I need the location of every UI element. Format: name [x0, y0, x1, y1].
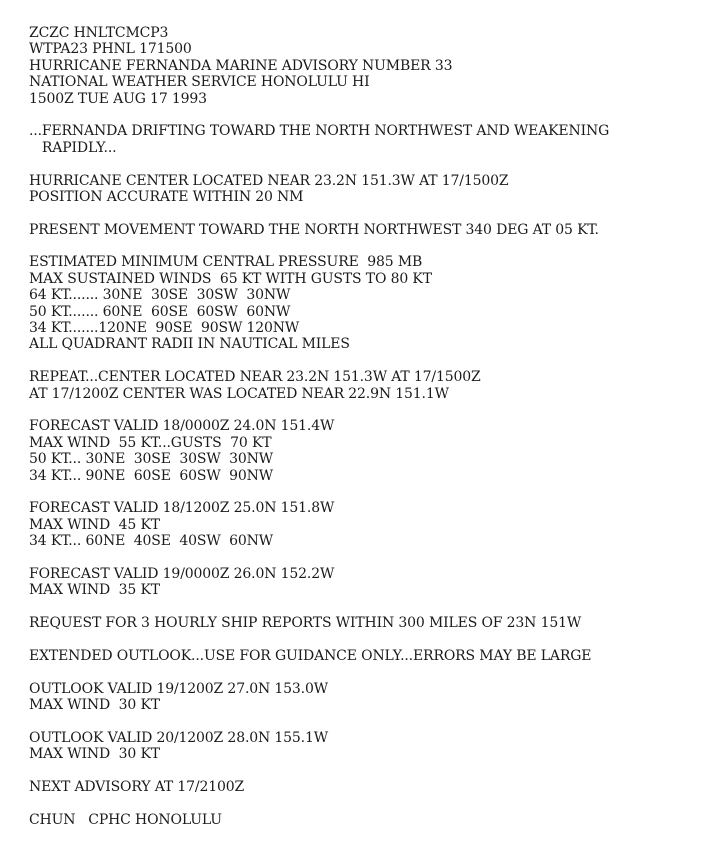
advisory-line: ...FERNANDA DRIFTING TOWARD THE NORTH NORTHWEST AND WEAKENING: [29, 123, 610, 140]
blank-line: [29, 205, 699, 221]
advisory-line: REPEAT...CENTER LOCATED NEAR 23.2N 151.3W AT 17/1500Z: [29, 369, 481, 386]
advisory-line: REQUEST FOR 3 HOURLY SHIP REPORTS WITHIN 300 MILES OF 23N 151W: [29, 615, 582, 632]
blank-line: [29, 156, 699, 172]
blank-line: [29, 353, 699, 369]
blank-line: [29, 664, 699, 680]
advisory-line: FORECAST VALID 18/1200Z 25.0N 151.8W: [29, 500, 335, 517]
advisory-line: EXTENDED OUTLOOK...USE FOR GUIDANCE ONLY...ERRORS MAY BE LARGE: [29, 647, 592, 664]
advisory-line: NATIONAL WEATHER SERVICE HONOLULU HI: [29, 74, 370, 91]
blank-line: [29, 484, 699, 500]
advisory-line: AT 17/1200Z CENTER WAS LOCATED NEAR 22.9N 151.1W: [29, 385, 449, 402]
advisory-line: CHUN CPHC HONOLULU: [29, 811, 222, 828]
advisory-line: OUTLOOK VALID 19/1200Z 27.0N 153.0W: [29, 680, 328, 697]
advisory-line: NEXT ADVISORY AT 17/2100Z: [29, 778, 245, 795]
advisory-line: 34 KT... 90NE 60SE 60SW 90NW: [29, 467, 274, 484]
advisory-line: HURRICANE CENTER LOCATED NEAR 23.2N 151.3W AT 17/1500Z: [29, 172, 509, 189]
advisory-line: PRESENT MOVEMENT TOWARD THE NORTH NORTHWEST 340 DEG AT 05 KT.: [29, 221, 599, 238]
advisory-line: 34 KT.......120NE 90SE 90SW 120NW: [29, 320, 300, 337]
advisory-line: ESTIMATED MINIMUM CENTRAL PRESSURE 985 MB: [29, 254, 423, 271]
blank-line: [29, 763, 699, 779]
blank-line: [29, 107, 699, 123]
blank-line: [29, 713, 699, 729]
advisory-line: FORECAST VALID 19/0000Z 26.0N 152.2W: [29, 565, 335, 582]
advisory-line: 50 KT... 30NE 30SE 30SW 30NW: [29, 451, 274, 468]
advisory-line: 34 KT... 60NE 40SE 40SW 60NW: [29, 533, 274, 550]
advisory-line: OUTLOOK VALID 20/1200Z 28.0N 155.1W: [29, 729, 328, 746]
blank-line: [29, 631, 699, 647]
advisory-line: 50 KT....... 60NE 60SE 60SW 60NW: [29, 303, 291, 320]
blank-line: [29, 238, 699, 254]
advisory-line: 1500Z TUE AUG 17 1993: [29, 90, 207, 107]
advisory-line: FORECAST VALID 18/0000Z 24.0N 151.4W: [29, 418, 335, 435]
advisory-line: MAX WIND 55 KT...GUSTS 70 KT: [29, 434, 272, 451]
advisory-line: MAX WIND 35 KT: [29, 582, 160, 599]
advisory-line: ALL QUADRANT RADII IN NAUTICAL MILES: [29, 336, 350, 353]
advisory-line: MAX WIND 30 KT: [29, 746, 160, 763]
advisory-line: POSITION ACCURATE WITHIN 20 NM: [29, 188, 304, 205]
blank-line: [29, 795, 699, 811]
advisory-line: MAX SUSTAINED WINDS 65 KT WITH GUSTS TO 80 KT: [29, 270, 432, 287]
advisory-line: ZCZC HNLTCMCP3: [29, 25, 169, 41]
advisory-line: HURRICANE FERNANDA MARINE ADVISORY NUMBER 33: [29, 57, 453, 74]
advisory-line: MAX WIND 45 KT: [29, 516, 160, 533]
advisory-line: RAPIDLY...: [29, 139, 117, 156]
blank-line: [29, 599, 699, 615]
advisory-line: 64 KT....... 30NE 30SE 30SW 30NW: [29, 287, 291, 304]
blank-line: [29, 402, 699, 418]
advisory-line: MAX WIND 30 KT: [29, 697, 160, 714]
blank-line: [29, 550, 699, 566]
advisory-text: [29, 25, 699, 828]
advisory-line: WTPA23 PHNL 171500: [29, 41, 192, 58]
